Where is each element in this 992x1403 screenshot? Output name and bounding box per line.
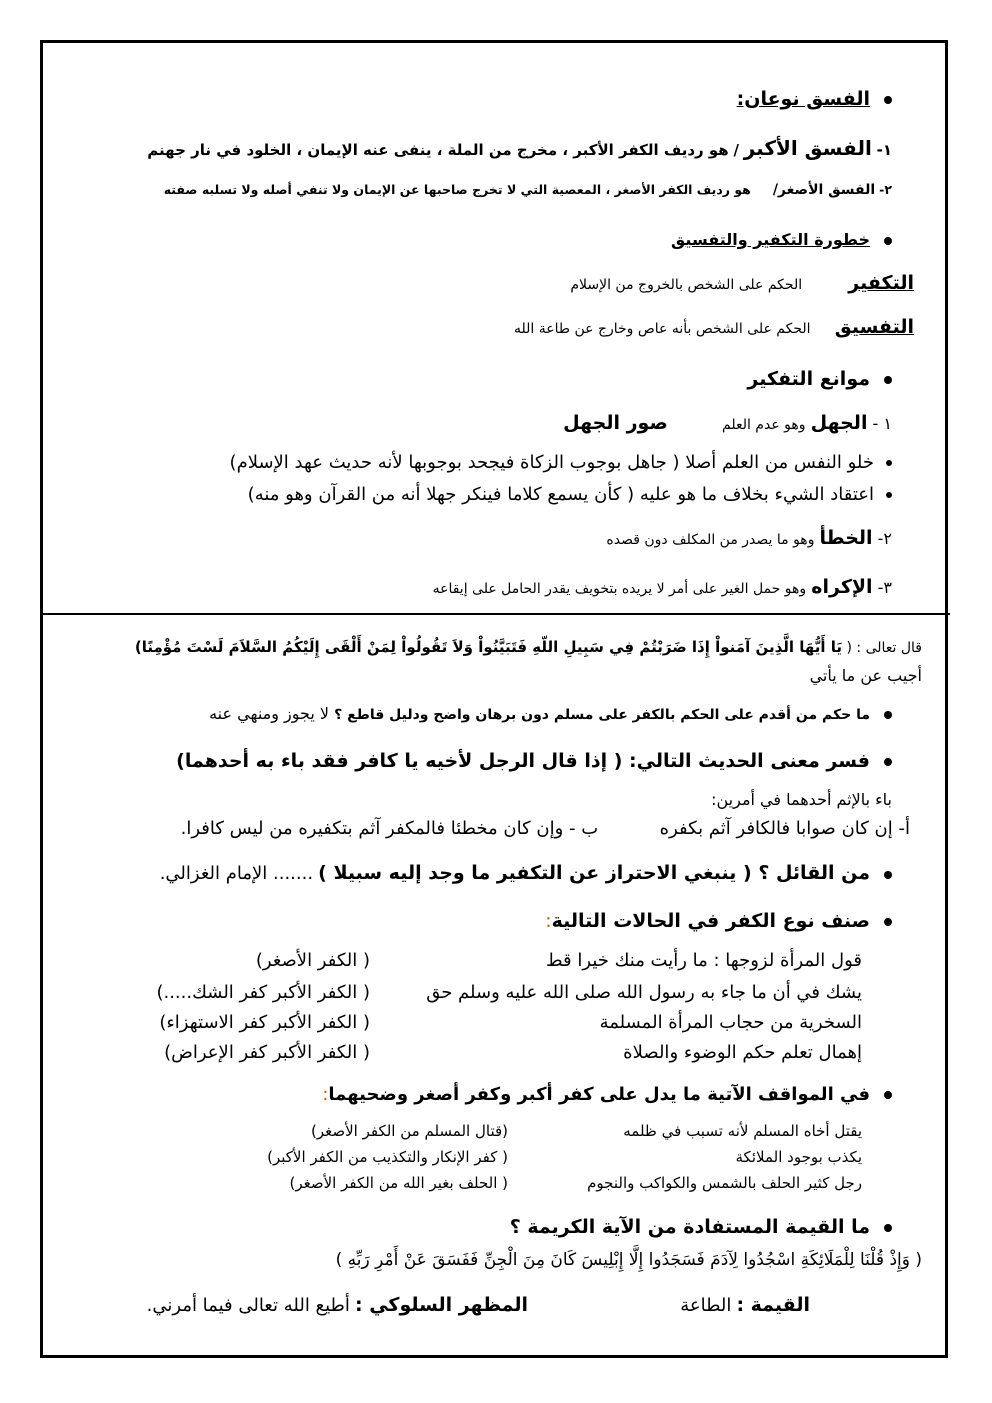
case-3-answer: ( الكفر الأكبر كفر الاستهزاء) <box>159 1012 370 1033</box>
bullet-icon <box>884 918 892 926</box>
case-2-text: يشك في أن ما جاء به رسول الله صلى الله عليه وسلم حق <box>426 982 862 1003</box>
jahl-line <box>60 412 892 435</box>
ikrah-text: وهو حمل الغير على أمر لا يريده بتخويف يقدر الحامل على إيقاعه <box>432 581 807 597</box>
q2-line <box>60 750 892 773</box>
verse2-line: ( وَإِذْ قُلْنَا لِلْمَلَائِكَةِ اسْجُدُوا لِآدَمَ فَسَجَدُوا إِلَّا إِبْلِيسَ كَانَ مِنَ الْجِنِّ فَفَسَقَ عَنْ أَمْرِ رَبِّهِ ) <box>335 1250 922 1270</box>
fisq-heading-line <box>60 88 892 111</box>
takfir-title: التكفير <box>848 272 914 294</box>
verse-line <box>60 638 922 657</box>
behavior-text: أطيع الله تعالى فيما أمرني. <box>146 1295 350 1316</box>
jahl-form-2-text: اعتقاد الشيء بخلاف ما هو عليه ( كأن يسمع كلاما فينكر جهلا أنه من القرآن وهو منه) <box>247 484 874 505</box>
section-divider <box>40 613 950 615</box>
bullet-icon <box>886 460 892 466</box>
jahl-form-2 <box>60 484 892 506</box>
q5-text: في المواقف الآتية ما يدل على كفر أكبر وكفر أصغر وضحيهما <box>328 1084 870 1105</box>
case-4-text: إهمال تعلم حكم الوضوء والصلاة <box>623 1042 862 1063</box>
jahl-title: الجهل <box>810 412 868 434</box>
value-text: الطاعة <box>680 1295 732 1316</box>
value-label: القيمة : <box>736 1294 810 1316</box>
bullet-icon <box>886 492 892 498</box>
behavior-line <box>147 1294 528 1316</box>
danger-heading: خطورة التكفير والتفسيق <box>671 230 870 249</box>
obstacles-heading: موانع التفكير <box>747 368 870 390</box>
item-number: ٣- <box>877 578 892 597</box>
item-number: ٢- <box>877 529 892 548</box>
q3-answer: ....... الإمام الغزالي. <box>159 863 314 884</box>
q4-colon: : <box>545 910 552 932</box>
verse-text: يَا أَيُّهَا الَّذِينَ آمَنواْ إِذَا ضَرَبْتُمْ فِي سَبِيلِ اللّهِ فَتَبَيَّنُواْ وَلاَ تَقُولُواْ لِمَنْ أَلْقَى إِلَيْكُمُ السَّلاَمَ لَسْتَ مُؤْمِنًا) <box>134 638 843 656</box>
case-4-answer: ( الكفر الأكبر كفر الإعراض) <box>164 1042 370 1063</box>
situation-1-text: يقتل أخاه المسلم لأنه تسبب في ظلمه <box>623 1122 862 1140</box>
q1-line <box>60 704 892 724</box>
q5-line <box>60 1084 892 1106</box>
q2-options <box>60 818 910 840</box>
behavior-label: المظهر السلوكي : <box>354 1294 528 1316</box>
fisq-item1 <box>60 136 892 160</box>
jahl-forms-title: صور الجهل <box>563 412 668 434</box>
case-1-answer: ( الكفر الأصغر) <box>255 950 370 971</box>
danger-heading-line <box>60 230 892 249</box>
q3-text: من القائل ؟ ( ينبغي الاحتراز عن التكفير ما وجد إليه سبيلا ) <box>318 862 870 884</box>
q2-text: فسر معنى الحديث التالي: ( إذا قال الرجل لأخيه يا كافر فقد باء به أحدهما) <box>176 750 870 772</box>
bullet-icon <box>884 758 892 766</box>
ikrah-title: الإكراه <box>811 576 873 598</box>
bullet-icon <box>884 711 892 719</box>
situation-3-answer: ( الحلف بغير الله من الكفر الأصغر) <box>289 1174 508 1192</box>
khata-text: وهو ما يصدر من المكلف دون قصده <box>606 532 815 548</box>
answer-prompt: أجيب عن ما يأتي <box>809 666 922 685</box>
item-number: ١ - <box>872 414 892 433</box>
item-number: ١- <box>876 141 892 159</box>
bullet-icon <box>884 1091 892 1099</box>
situation-2-answer: ( كفر الإنكار والتكذيب من الكفر الأكبر) <box>267 1148 508 1166</box>
jahl-form-1 <box>60 452 892 474</box>
situation-1-answer: (قتال المسلم من الكفر الأصغر) <box>311 1122 508 1140</box>
q2-explain: باء بالإثم أحدهما في أمرين: <box>711 790 892 809</box>
bullet-icon <box>884 237 892 245</box>
fisq-major-title: الفسق الأكبر <box>743 136 872 160</box>
q1-text: ما حكم من أقدم على الحكم بالكفر على مسلم دون برهان واضح ودليل قاطع ؟ <box>334 707 870 723</box>
case-2-answer: ( الكفر الأكبر كفر الشك.....) <box>156 982 370 1003</box>
fisq-heading: الفسق نوعان: <box>736 88 870 110</box>
khata-line <box>60 527 892 550</box>
case-1-text: قول المرأة لزوجها : ما رأيت منك خيرا قط <box>545 950 862 971</box>
tafsiq-line <box>60 316 914 339</box>
q5-colon: : <box>322 1084 329 1105</box>
q6-text: ما القيمة المستفادة من الآية الكريمة ؟ <box>509 1216 870 1238</box>
takfir-text: الحكم على الشخص بالخروج من الإسلام <box>570 277 803 293</box>
jahl-text: وهو عدم العلم <box>722 417 806 433</box>
fisq-minor-text: هو رديف الكفر الأصغر ، المعصية التي لا تخرج صاحبها عن الإيمان ولا تنفي أصله ولا تسلبه صفته <box>163 182 751 197</box>
q4-line <box>60 910 892 933</box>
q3-line <box>60 862 892 885</box>
ikrah-line <box>60 576 892 599</box>
separator: / <box>733 141 739 159</box>
jahl-form-1-text: خلو النفس من العلم أصلا ( جاهل بوجوب الزكاة فيجحد بوجوبها لأنه حديث عهد الإسلام) <box>229 452 874 473</box>
situation-3-text: رجل كثير الحلف بالشمس والكواكب والنجوم <box>587 1174 862 1192</box>
obstacles-heading-line <box>60 368 892 391</box>
fisq-major-text: هو رديف الكفر الأكبر ، مخرج من الملة ، ينفى عنه الإيمان ، الخلود في نار جهنم <box>147 141 729 159</box>
verse-intro: قال تعالى : ( <box>846 640 922 656</box>
q2-option-a: أ- إن كان صوابا فالكافر آثم بكفره <box>659 818 910 839</box>
q2-option-b: ب - وإن كان مخطئا فالمكفر آثم بتكفيره من ليس كافرا. <box>180 818 599 839</box>
tafsiq-text: الحكم على الشخص بأنه عاص وخارج عن طاعة الله <box>514 321 811 337</box>
bullet-icon <box>884 96 892 104</box>
situation-2-text: يكذب بوجود الملائكة <box>735 1148 862 1166</box>
item-number: ٢- <box>879 182 892 197</box>
tafsiq-title: التفسيق <box>834 316 914 338</box>
bullet-icon <box>884 1224 892 1232</box>
fisq-item2 <box>60 182 892 199</box>
value-line <box>680 1294 810 1316</box>
q4-text: صنف نوع الكفر في الحالات التالية <box>551 910 870 932</box>
q1-answer: لا يجوز ومنهي عنه <box>209 704 330 723</box>
fisq-minor-title: الفسق الأصغر/ <box>772 182 876 198</box>
bullet-icon <box>884 376 892 384</box>
takfir-line <box>60 272 914 295</box>
bullet-icon <box>884 871 892 879</box>
khata-title: الخطأ <box>819 527 873 549</box>
case-3-text: السخرية من حجاب المرأة المسلمة <box>599 1012 862 1033</box>
q6-line <box>60 1216 892 1239</box>
